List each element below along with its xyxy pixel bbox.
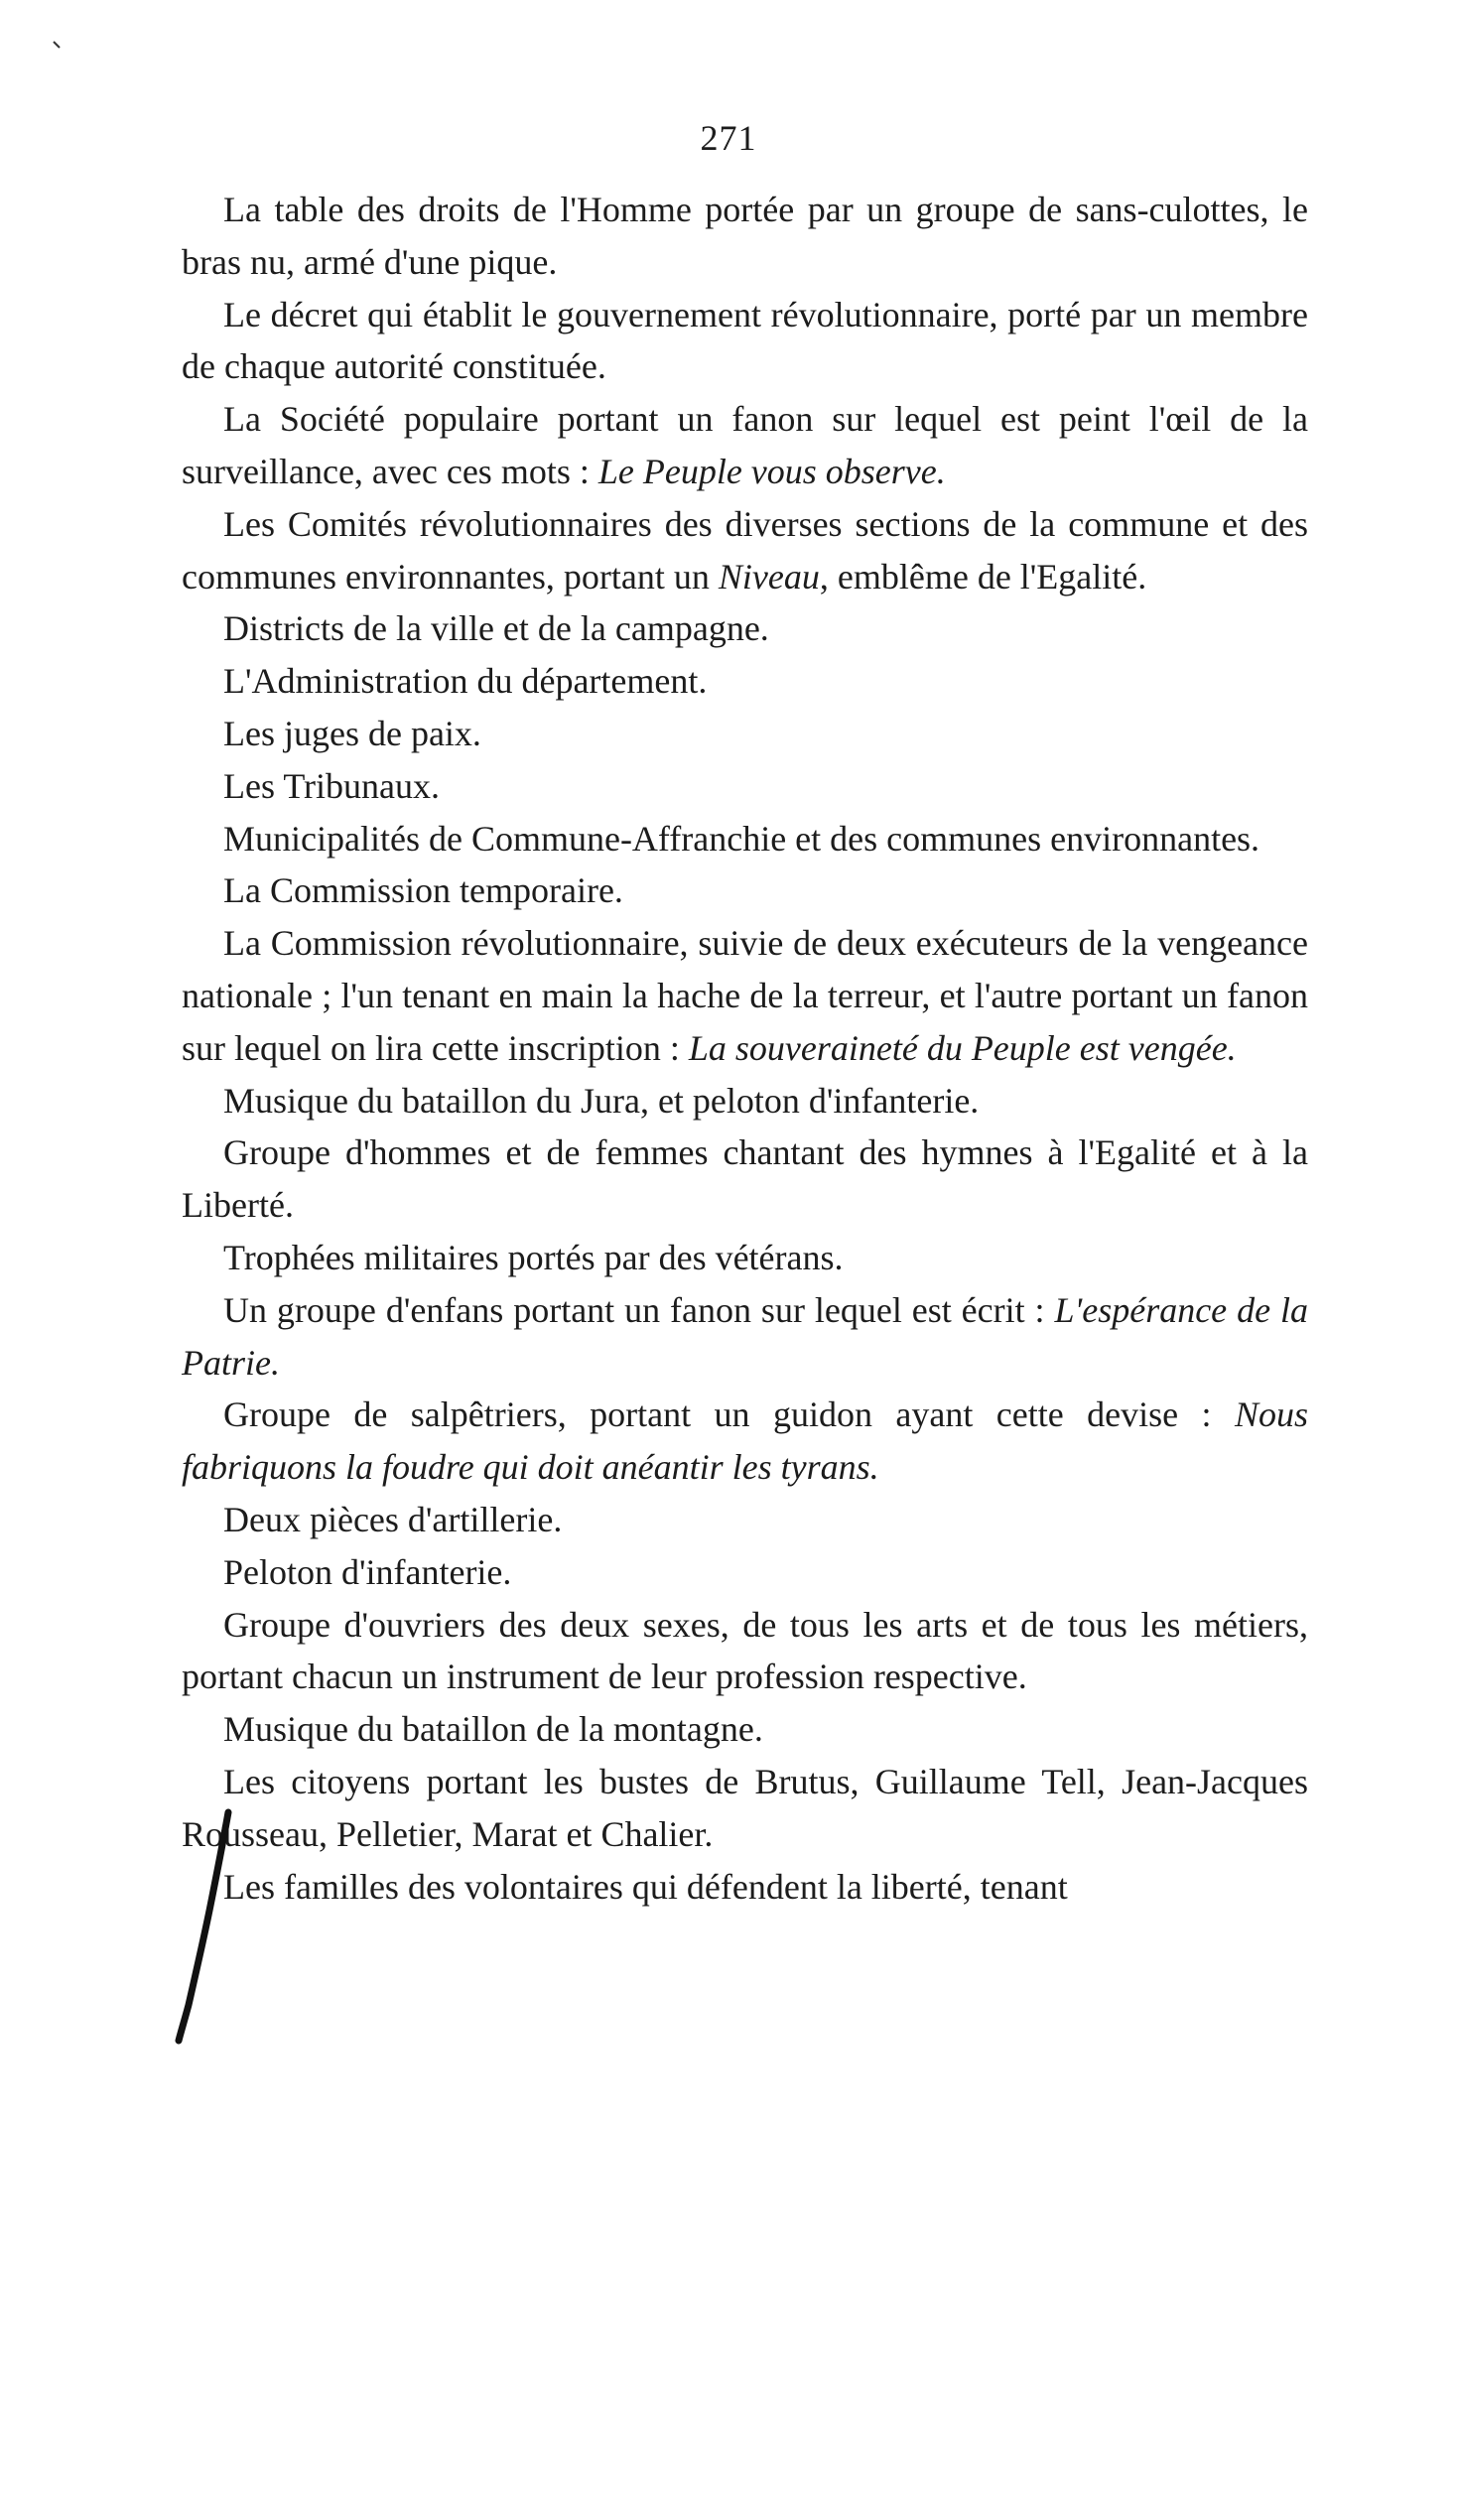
paragraph: Deux pièces d'artillerie.	[223, 1499, 563, 1539]
paragraph: Un groupe d'enfans portant un fanon sur lequel est écrit : L'espérance de la Patrie.	[182, 1289, 1308, 1383]
paragraph: Musique du bataillon de la montagne.	[223, 1709, 763, 1750]
paragraph: L'Administration du département.	[223, 661, 708, 702]
paragraph: Municipalités de Commune-Affranchie et des communes environnantes.	[223, 818, 1260, 859]
paragraph: Les familles des volontaires qui défendent la liberté, tenant	[223, 1866, 1068, 1907]
italic-phrase: Nous fabriquons la foudre qui doit anéantir les tyrans.	[182, 1394, 1308, 1488]
paragraph: Districts de la ville et de la campagne.	[223, 608, 769, 649]
paragraph: Groupe d'hommes et de femmes chantant des hymnes à l'Egalité et à la Liberté.	[182, 1132, 1308, 1226]
paragraph: Les citoyens portant les bustes de Brutus, Guillaume Tell, Jean-Jacques Rousseau, Pelletier, Marat et Chalier.	[182, 1761, 1308, 1854]
paragraph: Les juges de paix.	[223, 713, 481, 753]
paragraph: Groupe de salpêtriers, portant un guidon ayant cette devise : Nous fabriquons la foudre qui doit anéantir les tyrans.	[182, 1394, 1308, 1488]
page-number: 271	[700, 118, 757, 158]
paragraph: Peloton d'infanterie.	[223, 1551, 512, 1592]
body-text	[182, 184, 1308, 1913]
paragraph: La table des droits de l'Homme portée par un groupe de sans-culottes, le bras nu, armé d'une pique.	[182, 190, 1308, 282]
paragraph: Le décret qui établit le gouvernement révolutionnaire, porté par un membre de chaque autorité constituée.	[182, 294, 1308, 387]
italic-phrase: L'espérance de la Patrie.	[182, 1289, 1308, 1383]
paragraph: Musique du bataillon du Jura, et peloton d'infanterie.	[223, 1080, 980, 1121]
italic-phrase: La souveraineté du Peuple est vengée.	[688, 1027, 1237, 1068]
corner-mark	[52, 40, 62, 50]
italic-phrase: Le Peuple vous observe.	[597, 451, 946, 491]
paragraph: La Société populaire portant un fanon sur lequel est peint l'œil de la surveillance, avec ces mots : Le Peuple vous observe.	[182, 399, 1308, 491]
italic-phrase: Niveau	[718, 556, 820, 597]
paragraph: Les Tribunaux.	[223, 765, 441, 806]
paragraph: La Commission révolutionnaire, suivie de deux exécuteurs de la vengeance nationale ; l'un tenant en main la hache de la terreur, et l'autre portant un fanon sur lequel on lira cette inscription : La souveraineté du Peuple est vengée.	[182, 923, 1308, 1068]
paragraph: La Commission temporaire.	[223, 870, 623, 911]
paragraph: Groupe d'ouvriers des deux sexes, de tous les arts et de tous les métiers, portant chacun un instrument de leur profession respective.	[182, 1604, 1308, 1697]
paragraph: Les Comités révolutionnaires des diverses sections de la commune et des communes environnantes, portant un Niveau, emblême de l'Egalité.	[182, 503, 1308, 597]
paragraph: Trophées militaires portés par des vétérans.	[223, 1237, 844, 1277]
